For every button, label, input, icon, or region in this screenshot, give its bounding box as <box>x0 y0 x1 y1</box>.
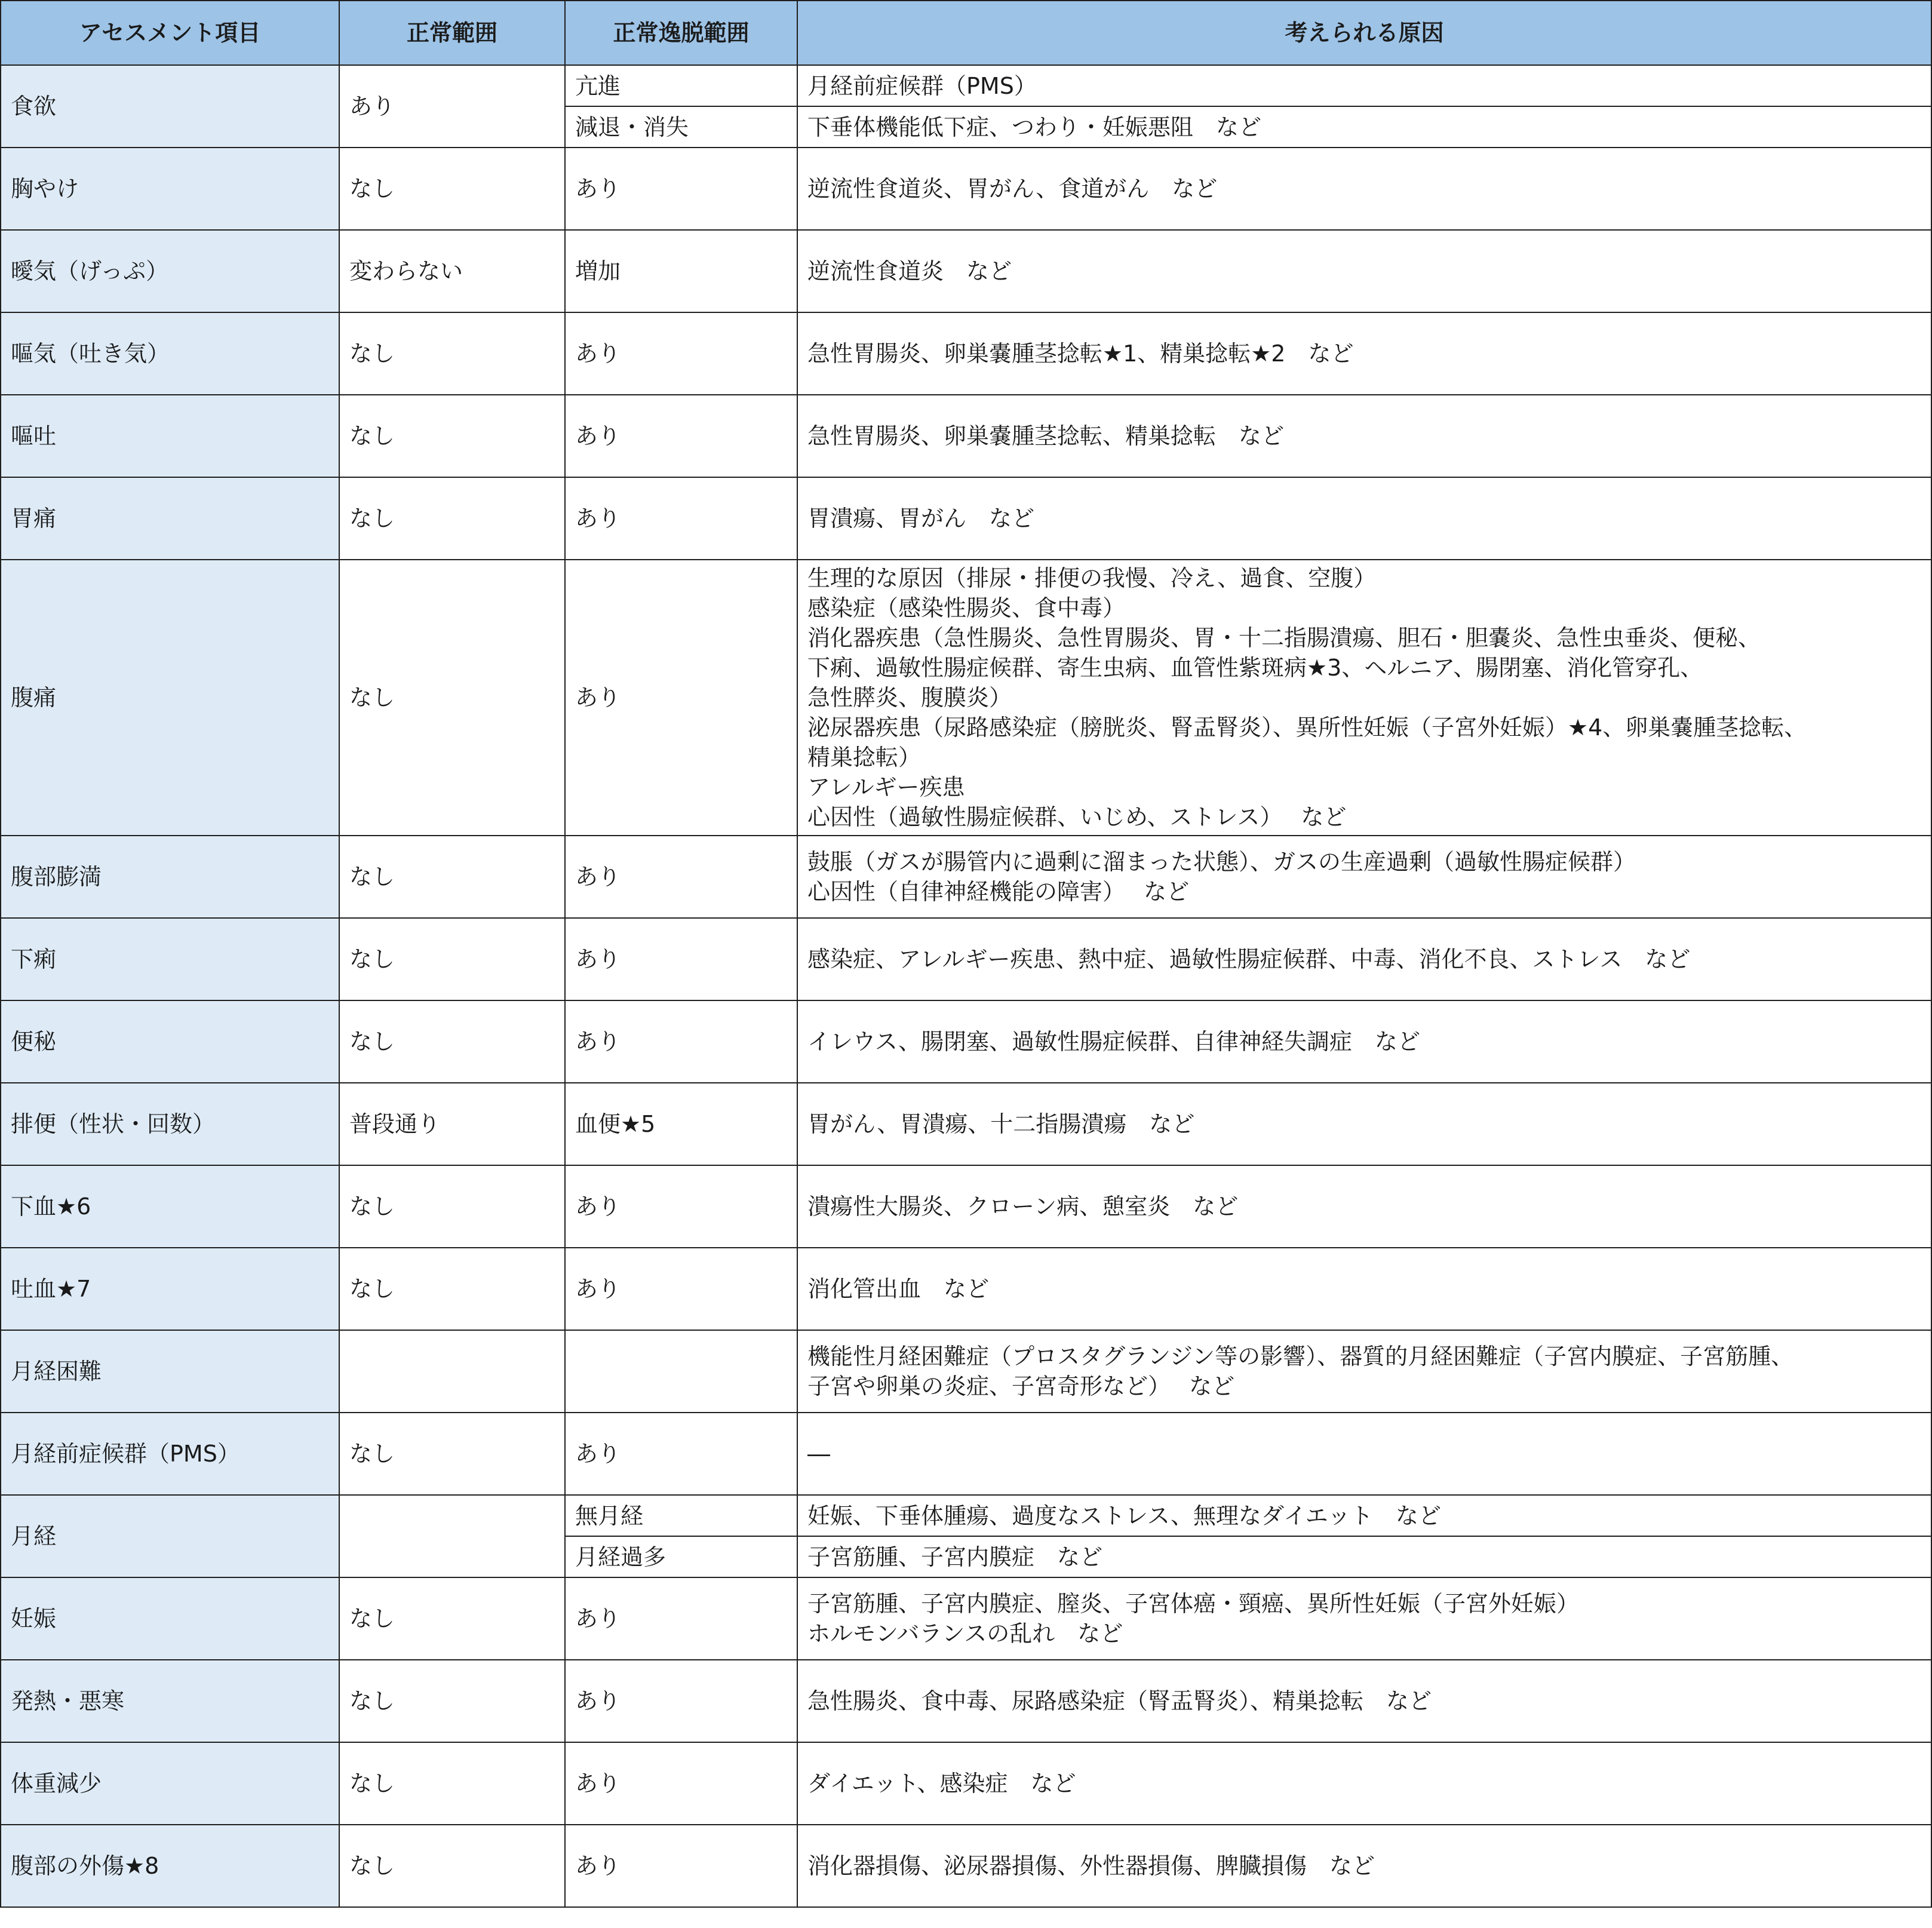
normal-cell: なし <box>339 1577 565 1660</box>
table-row <box>1 1000 1931 1083</box>
cause-line: 急性胃腸炎、卵巣嚢腫茎捻転★1、精巣捻転★2 など <box>807 340 1354 367</box>
table-row <box>1 477 1931 560</box>
table-row <box>1 918 1931 1000</box>
item-cell: 体重減少 <box>1 1742 339 1825</box>
deviation-cell: あり <box>565 1248 797 1330</box>
deviation-cell: あり <box>565 918 797 1000</box>
cause-line: 子宮筋腫、子宮内膜症 など <box>807 1543 1103 1570</box>
normal-cell: なし <box>339 1248 565 1330</box>
item-cell: 腹痛 <box>1 560 339 836</box>
causes-cell <box>797 65 1931 106</box>
cause-line: 子宮や卵巣の炎症、子宮奇形など） など <box>807 1373 1235 1399</box>
item-cell: 下血★6 <box>1 1165 339 1248</box>
cause-line: 消化器疾患（急性腸炎、急性胃腸炎、胃・十二指腸潰瘍、胆石・胆嚢炎、急性虫垂炎、便秘、 <box>807 625 1761 651</box>
causes-cell <box>797 1083 1931 1165</box>
cause-line: 潰瘍性大腸炎、クローン病、憩室炎 など <box>807 1193 1239 1220</box>
table-row <box>1 65 1931 106</box>
causes-cell <box>797 1742 1931 1825</box>
deviation-cell: あり <box>565 1000 797 1083</box>
item-cell: 便秘 <box>1 1000 339 1083</box>
deviation-cell: 亢進 <box>565 65 797 106</box>
causes-cell <box>797 1660 1931 1742</box>
deviation-cell: あり <box>565 1825 797 1907</box>
cause-line: 子宮筋腫、子宮内膜症、膣炎、子宮体癌・頸癌、異所性妊娠（子宮外妊娠） <box>807 1591 1580 1617</box>
cause-line: 下痢、過敏性腸症候群、寄生虫病、血管性紫斑病★3、ヘルニア、腸閉塞、消化管穿孔、 <box>807 655 1703 681</box>
cause-line: 消化器損傷、泌尿器損傷、外性器損傷、脾臓損傷 など <box>807 1853 1375 1879</box>
deviation-cell: あり <box>565 1577 797 1660</box>
header-assessment-item: アセスメント項目 <box>1 1 339 65</box>
table-row <box>1 560 1931 836</box>
item-cell: 排便（性状・回数） <box>1 1083 339 1165</box>
normal-cell: なし <box>339 1660 565 1742</box>
cause-line: 感染症、アレルギー疾患、熱中症、過敏性腸症候群、中毒、消化不良、ストレス など <box>807 946 1691 972</box>
causes-cell <box>797 1495 1931 1536</box>
cause-line: ― <box>807 1441 830 1467</box>
normal-cell: なし <box>339 918 565 1000</box>
normal-cell: なし <box>339 1000 565 1083</box>
normal-cell: なし <box>339 1165 565 1248</box>
deviation-cell: 無月経 <box>565 1495 797 1536</box>
table-row <box>1 836 1931 918</box>
normal-cell: なし <box>339 1413 565 1495</box>
normal-cell: なし <box>339 312 565 395</box>
table-row <box>1 1577 1931 1660</box>
table-row <box>1 1330 1931 1413</box>
cause-line: 鼓脹（ガスが腸管内に過剰に溜まった状態）、ガスの生産過剰（過敏性腸症候群） <box>807 849 1636 875</box>
table-row <box>1 1248 1931 1330</box>
cause-line: 感染症（感染性腸炎、食中毒） <box>807 595 1126 621</box>
deviation-cell: あり <box>565 836 797 918</box>
causes-cell <box>797 477 1931 560</box>
item-cell: 曖気（げっぷ） <box>1 230 339 312</box>
deviation-cell: 増加 <box>565 230 797 312</box>
deviation-cell: あり <box>565 1742 797 1825</box>
item-cell: 胸やけ <box>1 148 339 230</box>
item-cell: 吐血★7 <box>1 1248 339 1330</box>
table-row <box>1 395 1931 477</box>
causes-cell <box>797 1165 1931 1248</box>
normal-cell: なし <box>339 148 565 230</box>
item-cell: 月経困難 <box>1 1330 339 1413</box>
cause-line: 急性膵炎、腹膜炎） <box>807 684 1012 711</box>
causes-cell <box>797 1825 1931 1907</box>
header-deviation-range: 正常逸脱範囲 <box>565 1 797 65</box>
causes-cell <box>797 1248 1931 1330</box>
normal-cell: なし <box>339 560 565 836</box>
causes-cell <box>797 560 1931 836</box>
cause-line: 胃潰瘍、胃がん など <box>807 505 1035 532</box>
item-cell: 食欲 <box>1 65 339 148</box>
header-normal-range: 正常範囲 <box>339 1 565 65</box>
table-row <box>1 230 1931 312</box>
deviation-cell: あり <box>565 1413 797 1495</box>
deviation-cell: あり <box>565 312 797 395</box>
cause-line: 泌尿器疾患（尿路感染症（膀胱炎、腎盂腎炎）、異所性妊娠（子宮外妊娠）★4、卵巣嚢腫茎捻転、 <box>807 714 1807 741</box>
table-row <box>1 312 1931 395</box>
cause-line: 心因性（自律神経機能の障害） など <box>807 879 1190 905</box>
item-cell: 月経 <box>1 1495 339 1577</box>
deviation-cell: 血便★5 <box>565 1083 797 1165</box>
cause-line: 月経前症候群（PMS） <box>807 72 1037 99</box>
deviation-cell: あり <box>565 395 797 477</box>
normal-cell: なし <box>339 836 565 918</box>
causes-cell <box>797 395 1931 477</box>
table-row <box>1 1495 1931 1536</box>
causes-cell <box>797 148 1931 230</box>
item-cell: 発熱・悪寒 <box>1 1660 339 1742</box>
deviation-cell: あり <box>565 1165 797 1248</box>
cause-line: 精巣捻転） <box>807 744 922 770</box>
table-row <box>1 148 1931 230</box>
item-cell: 嘔吐 <box>1 395 339 477</box>
cause-line: イレウス、腸閉塞、過敏性腸症候群、自律神経失調症 など <box>807 1029 1421 1055</box>
deviation-cell: あり <box>565 560 797 836</box>
deviation-cell <box>565 1330 797 1413</box>
causes-cell <box>797 836 1931 918</box>
deviation-cell: 減退・消失 <box>565 106 797 148</box>
normal-cell: なし <box>339 1825 565 1907</box>
causes-cell <box>797 918 1931 1000</box>
normal-cell <box>339 1495 565 1577</box>
table-row <box>1 1083 1931 1165</box>
cause-line: アレルギー疾患 <box>807 774 965 800</box>
causes-cell <box>797 230 1931 312</box>
cause-line: 心因性（過敏性腸症候群、いじめ、ストレス） など <box>807 804 1347 830</box>
causes-cell <box>797 106 1931 148</box>
cause-line: 急性胃腸炎、卵巣嚢腫茎捻転、精巣捻転 など <box>807 423 1285 449</box>
cause-line: 生理的な原因（排尿・排便の我慢、冷え、過食、空腹） <box>807 565 1377 591</box>
deviation-cell: あり <box>565 1660 797 1742</box>
table-body <box>1 65 1931 1907</box>
causes-cell <box>797 1413 1931 1495</box>
normal-cell: 変わらない <box>339 230 565 312</box>
causes-cell <box>797 1577 1931 1660</box>
item-cell: 腹部膨満 <box>1 836 339 918</box>
item-cell: 月経前症候群（PMS） <box>1 1413 339 1495</box>
cause-line: 逆流性食道炎 など <box>807 258 1012 284</box>
cause-line: 急性腸炎、食中毒、尿路感染症（腎盂腎炎）、精巣捻転 など <box>807 1688 1432 1714</box>
causes-cell <box>797 312 1931 395</box>
cause-line: ホルモンバランスの乱れ など <box>807 1620 1123 1647</box>
normal-cell: あり <box>339 65 565 148</box>
deviation-cell: 月経過多 <box>565 1536 797 1577</box>
causes-cell <box>797 1330 1931 1413</box>
table-row <box>1 1742 1931 1825</box>
normal-cell: なし <box>339 477 565 560</box>
normal-cell: なし <box>339 395 565 477</box>
cause-line: 妊娠、下垂体腫瘍、過度なストレス、無理なダイエット など <box>807 1502 1441 1529</box>
cause-line: ダイエット、感染症 など <box>807 1770 1076 1797</box>
item-cell: 妊娠 <box>1 1577 339 1660</box>
table-row <box>1 1660 1931 1742</box>
cause-line: 下垂体機能低下症、つわり・妊娠悪阻 など <box>807 113 1262 140</box>
item-cell: 腹部の外傷★8 <box>1 1825 339 1907</box>
normal-cell: 普段通り <box>339 1083 565 1165</box>
item-cell: 嘔気（吐き気） <box>1 312 339 395</box>
deviation-cell: あり <box>565 148 797 230</box>
normal-cell: なし <box>339 1742 565 1825</box>
table-row <box>1 1413 1931 1495</box>
cause-line: 消化管出血 など <box>807 1276 990 1302</box>
table-row <box>1 1165 1931 1248</box>
item-cell: 胃痛 <box>1 477 339 560</box>
table-row <box>1 1825 1931 1907</box>
cause-line: 逆流性食道炎、胃がん、食道がん など <box>807 176 1218 202</box>
header-row <box>1 1 1931 65</box>
cause-line: 胃がん、胃潰瘍、十二指腸潰瘍 など <box>807 1111 1195 1137</box>
deviation-cell: あり <box>565 477 797 560</box>
cause-line: 機能性月経困難症（プロスタグランジン等の影響）、器質的月経困難症（子宮内膜症、子宮筋腫、 <box>807 1343 1794 1370</box>
normal-cell <box>339 1330 565 1413</box>
causes-cell <box>797 1000 1931 1083</box>
item-cell: 下痢 <box>1 918 339 1000</box>
causes-cell <box>797 1536 1931 1577</box>
header-possible-causes: 考えられる原因 <box>797 1 1931 65</box>
